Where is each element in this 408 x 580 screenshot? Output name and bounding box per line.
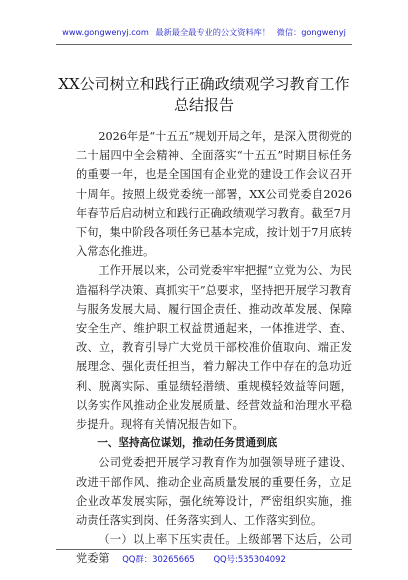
paragraph-subsection-1: （一）以上率下压实责任。上级部署下达后，公司党委第 bbox=[76, 533, 352, 566]
paragraph-section-1: 公司党委把开展学习教育作为加强领导班子建设、改进干部作风、推动企业高质量发展的重要任务，立足企业改革发展实际，强化统筹设计，严密组织实施，推动责任落实到岗、任务落实到人、工作落实到位。 bbox=[76, 456, 352, 528]
page-footer bbox=[0, 553, 408, 565]
paragraph-intro: 2026年是“十五五”规划开局之年，是深入贯彻党的二十届四中全会精神、全面落实“十五五”时期目标任务的重要一年，也是全国国有企业党的建设工作会议召开十周年。按照上级党委统一部署，XX公司党委自2026年春节后启动树立和践行正确政绩观学习教育。截至7月下旬，集中阶段各项任务已基本完成，按计划于7月底转入常态化推进。 bbox=[76, 130, 352, 259]
title-line-1: XX公司树立和践行正确政绩观学习教育工作 bbox=[58, 75, 350, 93]
header-slogan: 最新最全最专业的公文资料库！ bbox=[155, 27, 271, 37]
page-header bbox=[0, 27, 408, 38]
paragraph-overview: 工作开展以来，公司党委牢牢把握“立党为公、为民造福科学决策、真抓实干”总要求，坚持把开展学习教育与服务发展大局、履行国企责任、推动改革发展、保障安全生产、维护职工权益贯通起来，一体推进学、查、改、立，教育引导广大党员干部校准价值取向、端正发展理念、强化责任担当，着力解决工作中存在的急功近利、脱离实际、重显绩轻潜绩、重规模轻效益等问题，以务实作风推动企业发展质量、经营效益和治理水平稳步提升。现将有关情况报告如下。 bbox=[76, 264, 352, 432]
document-body bbox=[76, 127, 352, 569]
title-line-2: 总结报告 bbox=[173, 96, 234, 114]
footer-divider bbox=[56, 549, 352, 550]
header-site-link[interactable]: www.gongwenyj.com bbox=[62, 27, 149, 37]
header-wechat: 微信：gongwenyj bbox=[276, 27, 346, 37]
section-heading-1: 一、坚持高位谋划，推动任务贯通到底 bbox=[97, 437, 278, 450]
document-title bbox=[56, 74, 352, 116]
footer-qq-group: QQ群：30265665 bbox=[122, 554, 195, 564]
footer-qq-number: QQ号:535304092 bbox=[213, 554, 286, 564]
header-divider bbox=[56, 44, 352, 45]
